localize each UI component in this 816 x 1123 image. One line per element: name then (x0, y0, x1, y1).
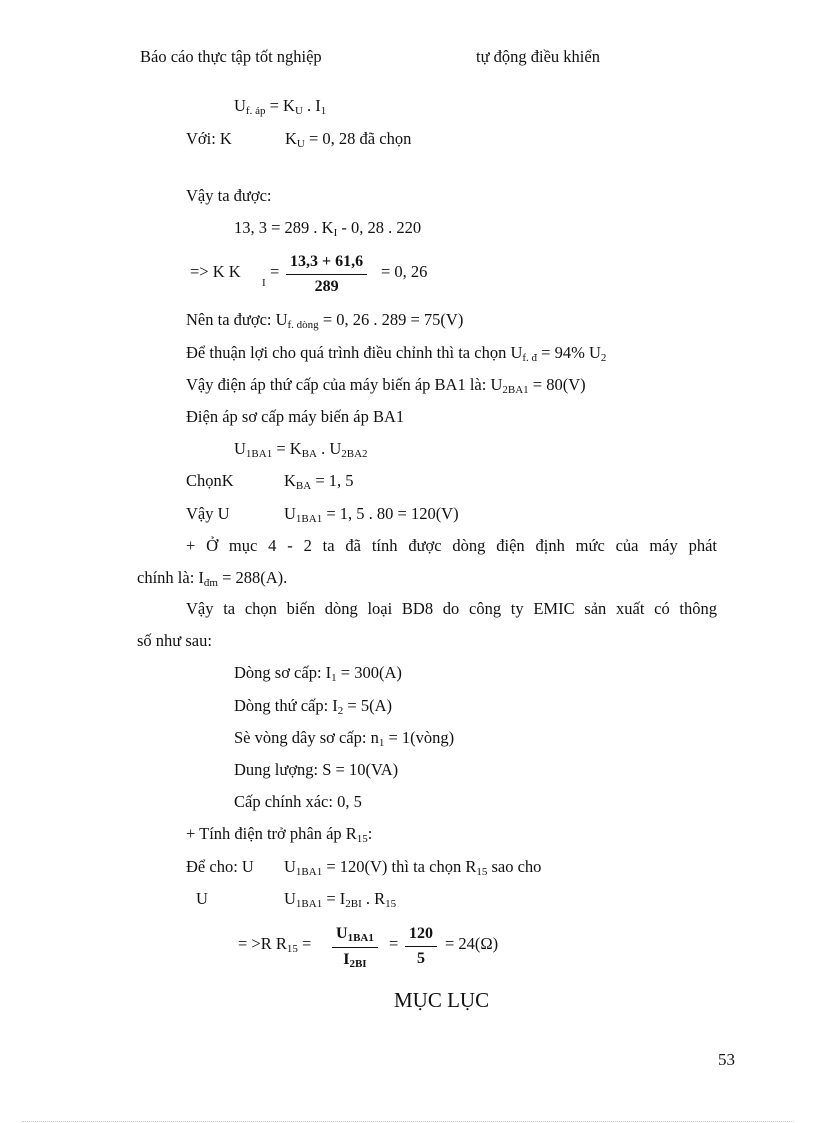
spec-item: Dòng sơ cấp: $I_1 = 300(A)$ (234, 663, 402, 684)
spec-item: Dung lượng: S = 10(VA) (234, 760, 399, 779)
section-heading: MỤC LỤC (394, 988, 490, 1012)
formula-line: $U_{1BA1} = 120(V)$ thì ta chọn $R_{15}$ sao cho (284, 857, 542, 878)
fraction: $\frac{13,3 + 61,6}{289}$ (286, 253, 367, 296)
text-line: Vậy điện áp thứ cấp của máy biến áp BA1 là: $U_{2BA1} = 80(V)$ (186, 375, 586, 396)
spec-item: Sè vòng dây sơ cấp: $n_1$ = 1(vòng) (234, 728, 455, 749)
page-bottom-rule (22, 1121, 794, 1122)
formula-line: $U_{1BA1} = K_{BA}$ . $U_{2BA2}$ (234, 439, 368, 460)
formula-line: => K K (190, 262, 241, 281)
formula-line: = >R $R_{15}$ = (238, 934, 312, 955)
text-line: Với: K (186, 129, 232, 148)
paragraph-line: + Ở mục 4 - 2 ta đã tính được dòng điện định mức của máy phát (186, 536, 717, 555)
formula-line: $U_{1BA1} = 1$, 5 . 80 = 120(V) (284, 504, 459, 525)
header-right: tự động điều khiển (476, 47, 600, 66)
text-line: Nên ta được: $U_{f. dòng} = 0$, 26 . 289 = 75(V) (186, 310, 464, 331)
formula-equals: = (270, 262, 280, 281)
text-line: ChọnK (186, 471, 234, 490)
formula-line: 13, 3 = 289 . $K_I - 0$, 28 . 220 (234, 218, 422, 239)
page-number: 53 (718, 1050, 735, 1069)
spec-item: Dòng thứ cấp: $I_2 = 5(A)$ (234, 696, 393, 717)
header-left: Báo cáo thực tập tốt nghiệp (140, 47, 322, 66)
formula-line: $K_U = 0$, 28 đã chọn (285, 129, 412, 150)
text-line: U (196, 889, 208, 908)
formula-result: = 0, 26 (381, 262, 428, 281)
formula-line: $U_{1BA1} = I_{2BI}$ . $R_{15}$ (284, 889, 397, 910)
paragraph-line: Vậy ta chọn biến dòng loại BD8 do công ty EMIC sản xuất có thông (186, 599, 717, 618)
text-line: Vậy U (186, 504, 230, 523)
formula-line: $U_{f. áp} = K_U$ . $I_1$ (234, 96, 327, 117)
formula-result: = 24(Ω) (445, 934, 499, 953)
formula-equals: = (389, 934, 399, 953)
text-line: Vậy ta được: (186, 186, 272, 205)
text-line: Để thuận lợi cho quá trình điều chỉnh thì ta chọn $U_{f. đ} = 94\%$ $U_2$ (186, 343, 607, 364)
paragraph-line: số như sau: (137, 631, 212, 650)
fraction: $\frac{120}{5}$ (405, 925, 437, 968)
text-line: Điện áp sơ cấp máy biến áp BA1 (186, 407, 405, 426)
text-line: Để cho: U (186, 857, 254, 876)
formula-line: $K_{BA} = 1$, 5 (284, 471, 354, 492)
paragraph-line: chính là: $I_{đm} = 288(A)$. (137, 568, 288, 589)
formula-subscript: I (262, 277, 266, 289)
text-line: + Tính điện trở phân áp $R_{15}$: (186, 824, 373, 845)
fraction: $\frac{U_{1BA1}}{I_{2BI}}$ (332, 925, 378, 970)
spec-item: Cấp chính xác: 0, 5 (234, 792, 362, 811)
